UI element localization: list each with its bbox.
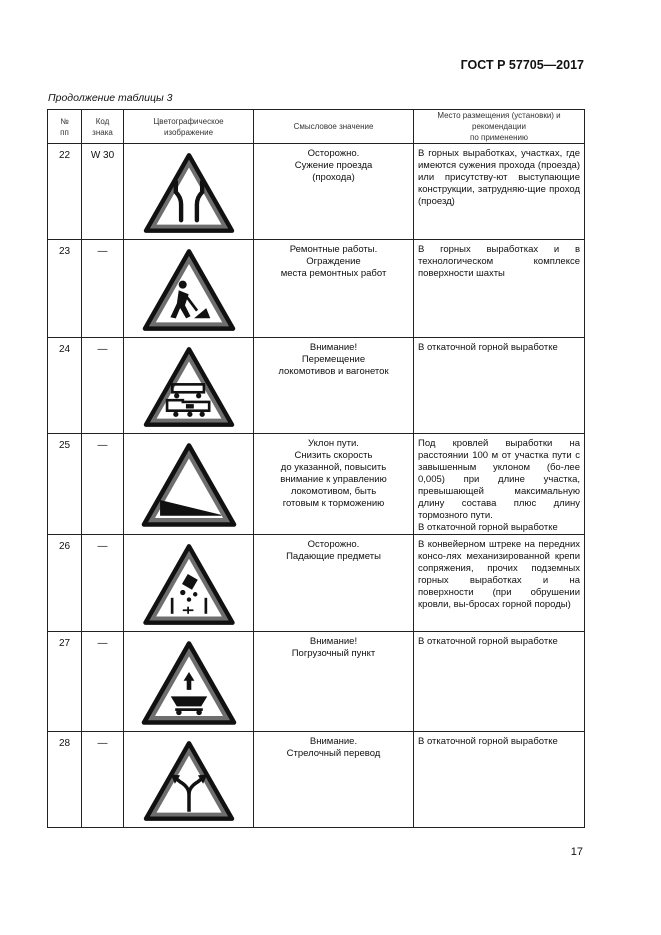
meaning-line: готовым к торможению xyxy=(282,498,385,509)
header-image-line-2: изображение xyxy=(163,127,214,137)
header-num xyxy=(48,110,82,144)
sign-code: — xyxy=(82,732,124,828)
meaning-line: Погрузочный пункт xyxy=(291,648,376,659)
table-row xyxy=(48,338,585,434)
sign-placement xyxy=(414,240,585,338)
header-place-line-2: по применению xyxy=(470,133,528,142)
loading-point-sign-icon xyxy=(134,638,244,728)
meaning-line: Уклон пути. xyxy=(308,438,359,449)
header-num-line-1: № xyxy=(60,116,69,126)
table-caption: Продолжение таблицы 3 xyxy=(48,92,173,104)
track-slope-sign-icon xyxy=(134,440,244,530)
sign-meaning xyxy=(254,632,414,732)
sign-number: 23 xyxy=(48,240,82,338)
sign-placement xyxy=(414,535,585,632)
sign-number: 27 xyxy=(48,632,82,732)
meaning-line: Ограждение xyxy=(306,256,361,267)
sign-number: 22 xyxy=(48,144,82,240)
meaning-line: Сужение проезда xyxy=(294,160,373,171)
meaning-line: локомотивов и вагонеток xyxy=(278,366,389,377)
page-number: 17 xyxy=(570,846,583,858)
road-works-sign-icon xyxy=(134,246,244,334)
sign-image-cell xyxy=(124,434,254,535)
locomotive-wagons-sign-icon xyxy=(134,344,244,430)
placement-line: В откаточной горной выработке xyxy=(418,342,558,353)
table-row xyxy=(48,240,585,338)
meaning-line: локомотивом, быть xyxy=(290,486,377,497)
table-row xyxy=(48,732,585,828)
switch-junction-sign-icon xyxy=(134,738,244,824)
table-row xyxy=(48,535,585,632)
sign-meaning xyxy=(254,144,414,240)
placement-line: В горных выработках и в технологическом комплексе поверхности шахты xyxy=(418,244,580,279)
meaning-line: внимание к управлению xyxy=(280,474,387,485)
sign-image-cell xyxy=(124,338,254,434)
header-image xyxy=(124,110,254,144)
sign-number: 26 xyxy=(48,535,82,632)
sign-image-cell xyxy=(124,632,254,732)
header-meaning-line-1: Смысловое значение xyxy=(293,122,374,131)
meaning-line: Стрелочный перевод xyxy=(286,748,381,759)
sign-number: 28 xyxy=(48,732,82,828)
meaning-line: Осторожно. xyxy=(307,539,360,550)
meaning-line: Внимание! xyxy=(309,636,358,647)
sign-meaning xyxy=(254,535,414,632)
table-row xyxy=(48,144,585,240)
placement-line: В горных выработках, участках, где имеются сужения прохода (проезда) или присутству-ют выступающие конструкции, затрудняю-щие проход (проезд) xyxy=(418,148,580,207)
placement-line: В откаточной горной выработке xyxy=(418,522,558,533)
sign-placement xyxy=(414,632,585,732)
table-row xyxy=(48,632,585,732)
sign-code: — xyxy=(82,535,124,632)
sign-code: W 30 xyxy=(82,144,124,240)
sign-image-cell xyxy=(124,535,254,632)
sign-placement xyxy=(414,338,585,434)
placement-line: В конвейерном штреке на передних консо-лях механизированной крепи сопряжения, прочих подземных горных выработках и на поверхности (при обрушении кровли, вы-бросах горной породы) xyxy=(418,539,580,610)
meaning-line: (прохода) xyxy=(312,172,355,183)
placement-line: В откаточной горной выработке xyxy=(418,736,558,747)
sign-placement xyxy=(414,434,585,535)
header-num-line-2: пп xyxy=(60,127,69,137)
meaning-line: Снизить скорость xyxy=(294,450,373,461)
meaning-line: Падающие предметы xyxy=(286,551,381,562)
meaning-line: места ремонтных работ xyxy=(280,268,387,279)
sign-code: — xyxy=(82,338,124,434)
header-place xyxy=(414,110,585,144)
header-image-line-1: Цветографическое xyxy=(153,116,224,126)
meaning-line: Перемещение xyxy=(301,354,366,365)
sign-placement xyxy=(414,144,585,240)
sign-meaning xyxy=(254,240,414,338)
signs-table xyxy=(47,109,585,828)
table-header-row xyxy=(48,110,585,144)
meaning-line: Внимание! xyxy=(309,342,358,353)
meaning-line: Осторожно. xyxy=(307,148,360,159)
header-meaning xyxy=(254,110,414,144)
sign-image-cell xyxy=(124,240,254,338)
header-code-line-2: знака xyxy=(92,127,113,137)
sign-code: — xyxy=(82,632,124,732)
sign-placement xyxy=(414,732,585,828)
placement-line: В откаточной горной выработке xyxy=(418,636,558,647)
falling-objects-sign-icon xyxy=(134,541,244,628)
sign-meaning xyxy=(254,338,414,434)
sign-image-cell xyxy=(124,732,254,828)
document-code: ГОСТ Р 57705—2017 xyxy=(460,58,584,72)
meaning-line: до указанной, повысить xyxy=(280,462,387,473)
sign-code: — xyxy=(82,434,124,535)
header-place-line-1: Место размещения (установки) и рекомендации xyxy=(437,111,561,131)
sign-image-cell xyxy=(124,144,254,240)
table-row xyxy=(48,434,585,535)
sign-code: — xyxy=(82,240,124,338)
sign-meaning xyxy=(254,732,414,828)
placement-line: Под кровлей выработки на расстоянии 100 м от участка пути с завышенным уклоном (бо-лее 0,005) при длине участка, превышающей максимальную длину состава плюс длину тормозного пути. xyxy=(418,438,580,521)
header-code xyxy=(82,110,124,144)
meaning-line: Внимание. xyxy=(309,736,358,747)
sign-number: 24 xyxy=(48,338,82,434)
header-code-line-1: Код xyxy=(95,116,110,126)
sign-number: 25 xyxy=(48,434,82,535)
road-narrowing-sign-icon xyxy=(134,150,244,236)
meaning-line: Ремонтные работы. xyxy=(289,244,378,255)
sign-meaning xyxy=(254,434,414,535)
